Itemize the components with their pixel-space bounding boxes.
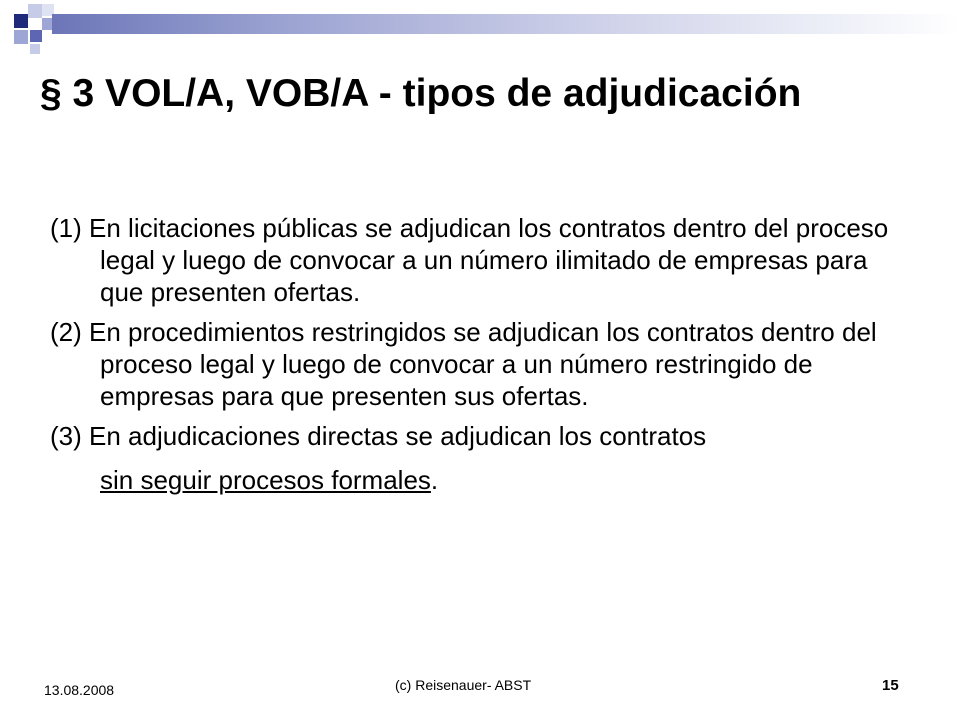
decorative-square-light bbox=[28, 4, 42, 18]
paragraph-text: En licitaciones públicas se adjudican los contratos dentro del proceso legal y luego de convocar a un número ilimitado de empresas para que presenten ofertas. bbox=[89, 213, 889, 307]
decorative-square-dark bbox=[14, 14, 28, 28]
sentence-end: . bbox=[430, 465, 439, 495]
paragraph-number: (1) bbox=[50, 213, 82, 243]
paragraph-2 bbox=[50, 316, 910, 412]
paragraph-text: En procedimientos restringidos se adjudican los contratos dentro del proceso legal y luego de convocar a un número restringido de empresas para que presenten sus ofertas. bbox=[89, 317, 877, 411]
underlined-phrase: sin seguir procesos formales bbox=[100, 465, 431, 495]
header-gradient-band bbox=[52, 14, 960, 34]
footer-credit: (c) Reisenauer- ABST bbox=[395, 677, 532, 693]
slide-body bbox=[50, 212, 910, 496]
footer-date: 13.08.2008 bbox=[44, 682, 115, 698]
paragraph-text: En adjudicaciones directas se adjudican los contratos bbox=[89, 421, 707, 451]
paragraph-3 bbox=[50, 420, 910, 452]
slide-title: § 3 VOL/A, VOB/A - tipos de adjudicación bbox=[40, 72, 802, 115]
paragraph-number: (2) bbox=[50, 317, 82, 347]
decorative-square-mid bbox=[14, 30, 28, 44]
paragraph-number: (3) bbox=[50, 421, 82, 451]
decorative-square-mid bbox=[30, 30, 42, 42]
paragraph-3-continuation bbox=[50, 464, 910, 496]
page-number: 15 bbox=[882, 677, 899, 694]
decorative-square-pale bbox=[30, 44, 40, 54]
paragraph-1 bbox=[50, 212, 910, 308]
